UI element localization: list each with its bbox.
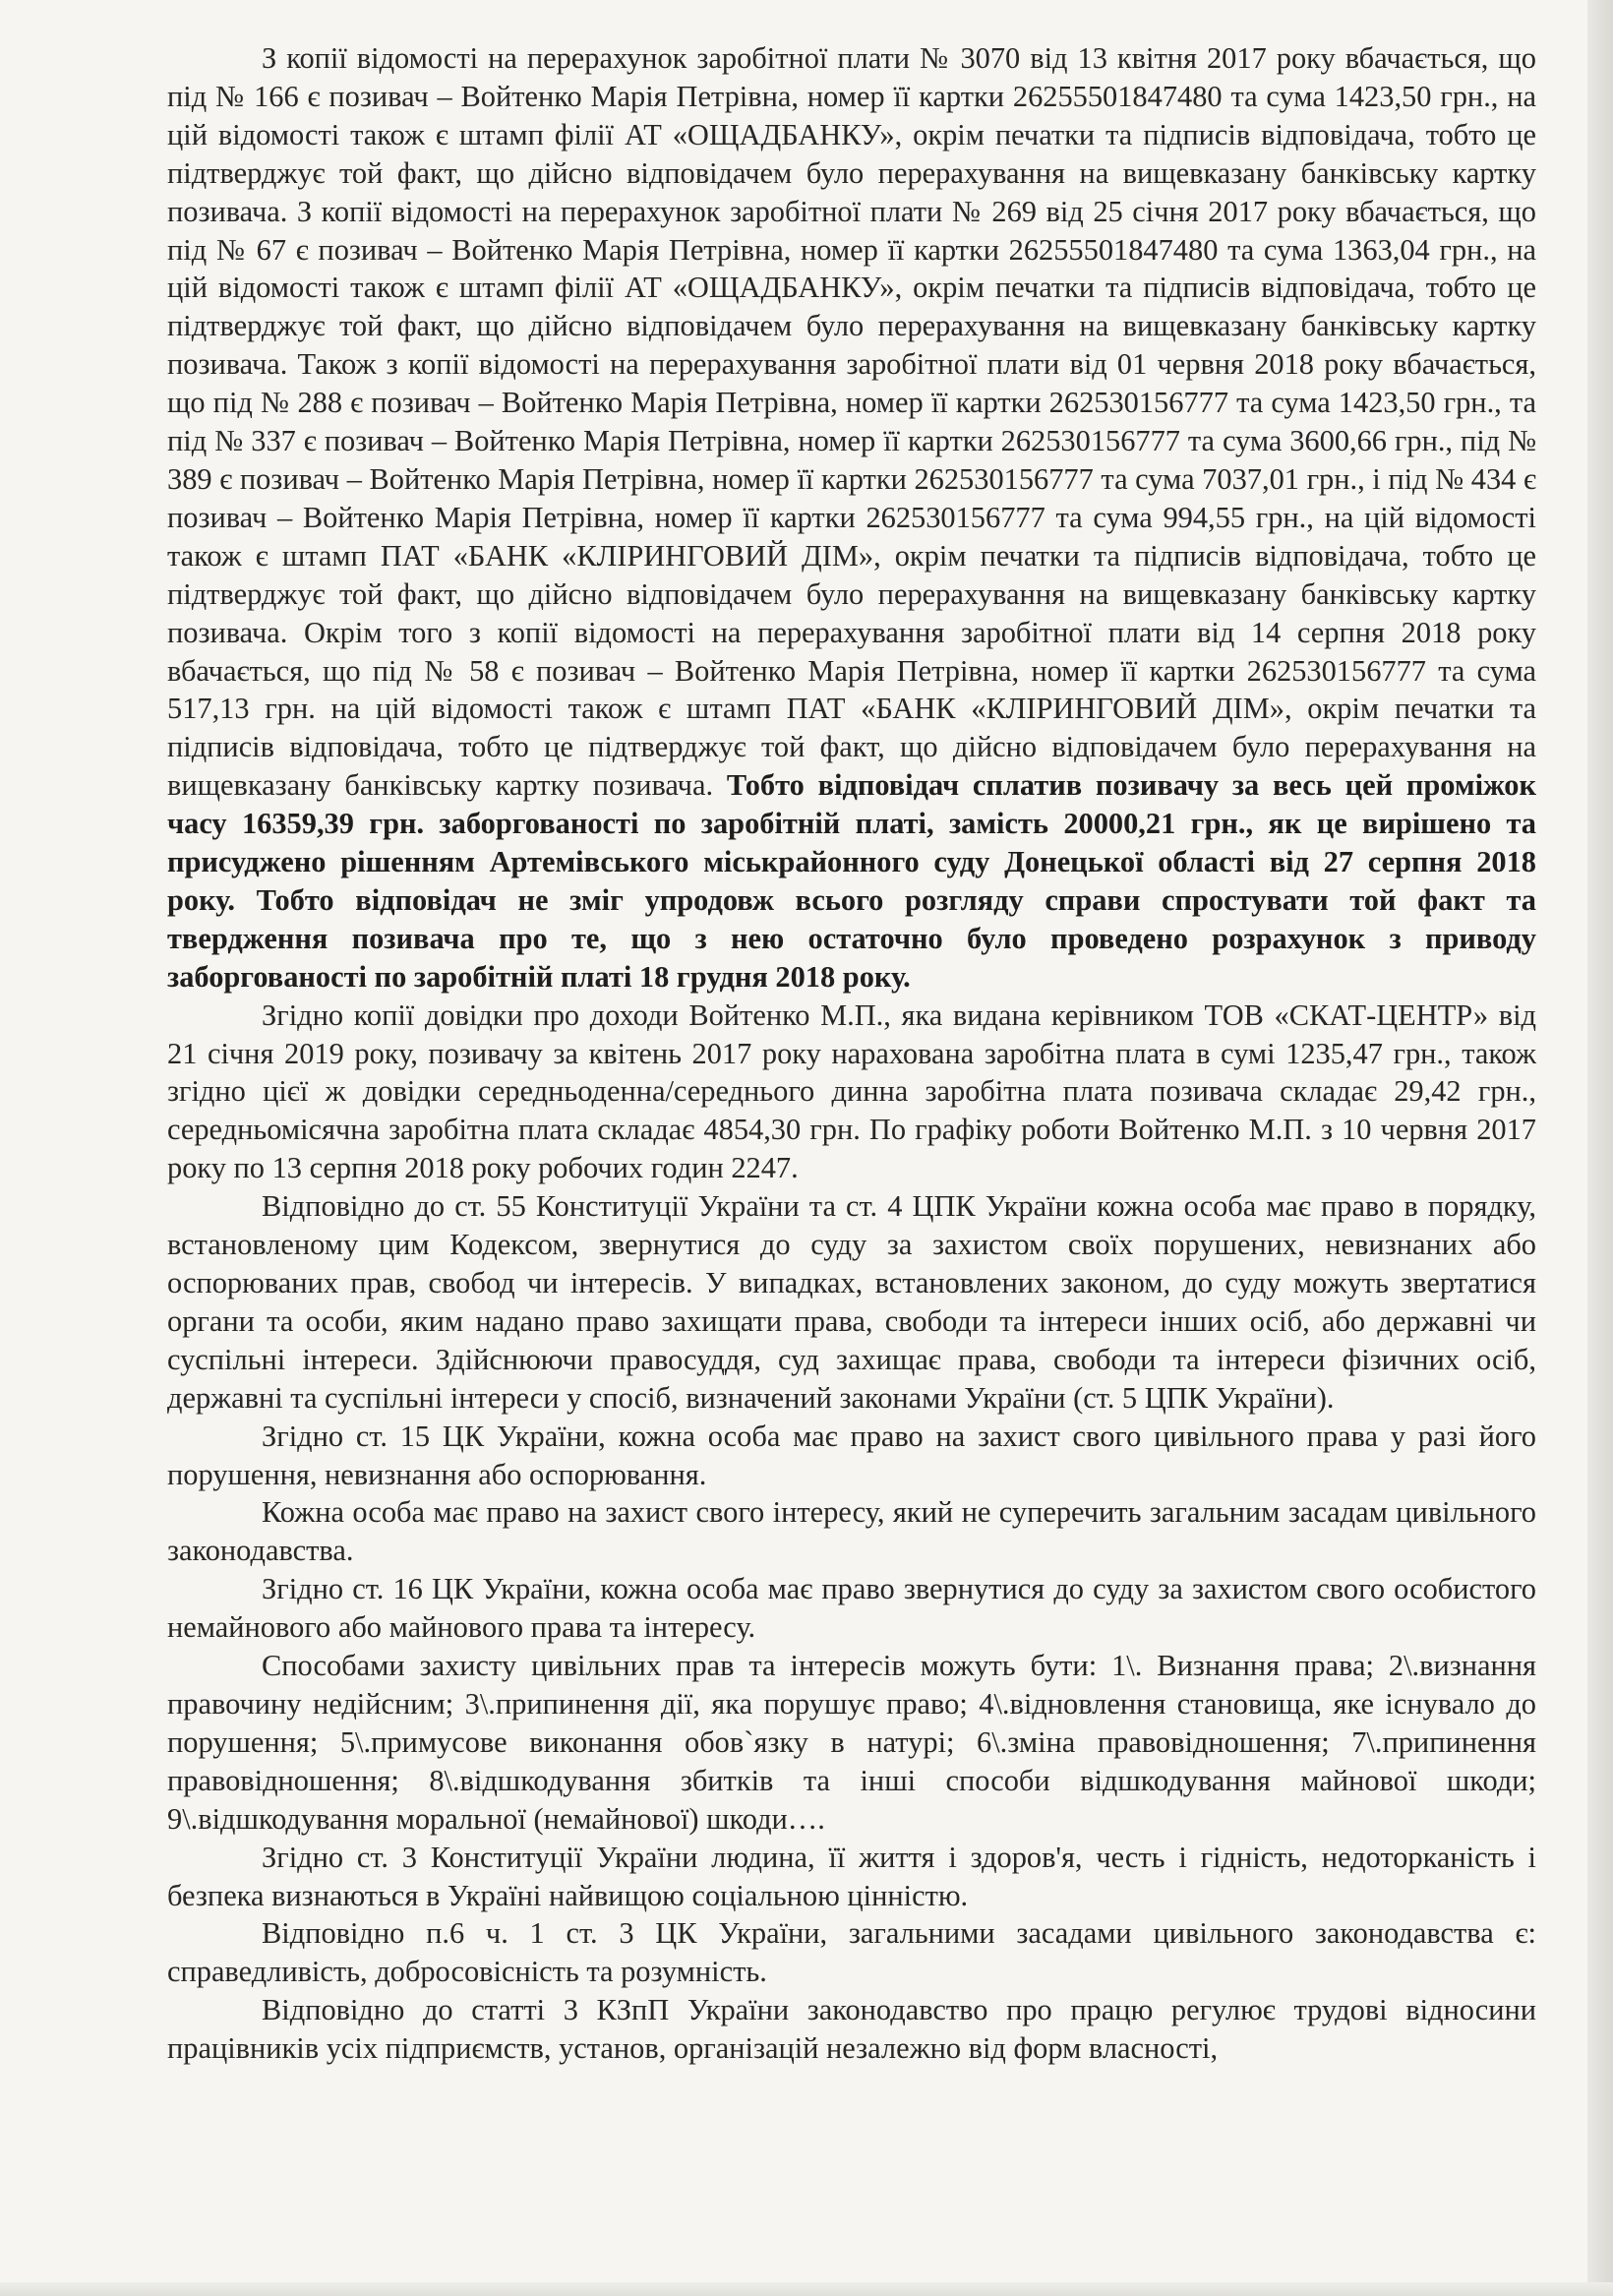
paragraph-2: Згідно копії довідки про доходи Войтенко М.П., яка видана керівником ТОВ «СКАТ-ЦЕНТР» від 21 січня 2019 року, позивачу за квітень 2017 року нарахована заробітна плата в сумі 1235,47 грн., також згідно цієї ж довідки середньоденна/середнього динна заробітна плата позивача складає 29,42 грн., середньомісячна заробітна плата складає 4854,30 грн. По графіку роботи Войтенко М.П. з 10 червня 2017 року по 13 серпня 2018 року робочих годин 2247.: [167, 997, 1536, 1185]
paragraph-4: Згідно ст. 15 ЦК України, кожна особа має право на захист свого цивільного права у разі його порушення, невизнання або оспорювання.: [167, 1419, 1536, 1491]
paragraph-10: Відповідно до статті 3 КЗпП України законодавство про працю регулює трудові відносини працівників усіх підприємств, установ, організацій незалежно від форм власності,: [167, 1993, 1536, 2066]
paragraph-5: Кожна особа має право на захист свого інтересу, який не суперечить загальним засадам цивільного законодавства.: [167, 1495, 1536, 1568]
scan-edge-bottom: [0, 2282, 1613, 2296]
paragraph-1: [167, 39, 1536, 997]
paragraph-6: Згідно ст. 16 ЦК України, кожна особа має право звернутися до суду за захистом свого особистого немайнового або майнового права та інтересу.: [167, 1572, 1536, 1645]
paragraph-9: Відповідно п.6 ч. 1 ст. 3 ЦК України, загальними засадами цивільного законодавства є: справедливість, добросовісність та розумність.: [167, 1916, 1536, 1989]
paragraph-3: Відповідно до ст. 55 Конституції України та ст. 4 ЦПК України кожна особа має право в порядку, встановленому цим Кодексом, звернутися до суду за захистом своїх порушених, невизнаних або оспорюваних прав, свобод чи інтересів. У випадках, встановлених законом, до суду можуть звертатися органи та особи, яким надано право захищати права, свободи та інтереси інших осіб, або державні чи суспільні інтереси. Здійснюючи правосуддя, суд захищає права, свободи та інтереси фізичних осіб, державні та суспільні інтереси у спосіб, визначений законами України (ст. 5 ЦПК України).: [167, 1189, 1536, 1415]
paragraph-1-text: З копії відомості на перерахунок заробітної плати № 3070 від 13 квітня 2017 року вбачається, що під № 166 є позивач – Войтенко Марія Петрівна, номер її картки 26255501847480 та сума 1423,50 грн., на цій відомості також є штамп філії АТ «ОЩАДБАНКУ», окрім печатки та підписів відповідача, тобто це підтверджує той факт, що дійсно відповідачем було перерахування на вищевказану банківську картку позивача. З копії відомості на перерахунок заробітної плати № 269 від 25 січня 2017 року вбачається, що під № 67 є позивач – Войтенко Марія Петрівна, номер її картки 26255501847480 та сума 1363,04 грн., на цій відомості також є штамп філії АТ «ОЩАДБАНКУ», окрім печатки та підписів відповідача, тобто це підтверджує той факт, що дійсно відповідачем було перерахування на вищевказану банківську картку позивача. Також з копії відомості на перерахування заробітної плати від 01 червня 2018 року вбачається, що під № 288 є позивач – Войтенко Марія Петрівна, номер її картки 262530156777 та сума 1423,50 грн., та під № 337 є позивач – Войтенко Марія Петрівна, номер її картки 262530156777 та сума 3600,66 грн., під № 389 є позивач – Войтенко Марія Петрівна, номер її картки 262530156777 та сума 7037,01 грн., і під № 434 є позивач – Войтенко Марія Петрівна, номер її картки 262530156777 та сума 994,55 грн., на цій відомості також є штамп ПАТ «БАНК «КЛІРИНГОВИЙ ДІМ», окрім печатки та підписів відповідача, тобто це підтверджує той факт, що дійсно відповідачем було перерахування на вищевказану банківську картку позивача. Окрім того з копії відомості на перерахування заробітної плати від 14 серпня 2018 року вбачається, що під № 58 є позивач – Войтенко Марія Петрівна, номер її картки 262530156777 та сума 517,13 грн. на цій відомості також є штамп ПАТ «БАНК «КЛІРИНГОВИЙ ДІМ», окрім печатки та підписів відповідача, тобто це підтверджує той факт, що дійсно відповідачем було перерахування на вищевказану банківську картку позивача.: [167, 41, 1536, 803]
paragraph-1-bold-text: Тобто відповідач сплатив позивачу за весь цей проміжок часу 16359,39 грн. заборгованості по заробітній платі, замість 20000,21 грн., як це вирішено та присуджено рішенням Артемівського міськрайонного суду Донецької області від 27 серпня 2018 року. Тобто відповідач не зміг упродовж всього розгляду справи спростувати той факт та твердження позивача про те, що з нею остаточно було проведено розрахунок з приводу заборгованості по заробітній платі 18 грудня 2018 року.: [167, 768, 1536, 994]
document-body: [167, 39, 1536, 2068]
scan-edge-right: [1587, 0, 1613, 2296]
paragraph-7: Способами захисту цивільних прав та інтересів можуть бути: 1\. Визнання права; 2\.визнання правочину недійсним; 3\.припинення дії, яка порушує право; 4\.відновлення становища, яке існувало до порушення; 5\.примусове виконання обов`язку в натурі; 6\.зміна правовідношення; 7\.припинення правовідношення; 8\.відшкодування збитків та інші способи відшкодування майнової шкоди; 9\.відшкодування моральної (немайнової) шкоди….: [167, 1649, 1536, 1836]
paragraph-8: Згідно ст. 3 Конституції України людина, її життя і здоров'я, честь і гідність, недоторканість і безпека визнаються в Україні найвищою соціальною цінністю.: [167, 1840, 1536, 1912]
